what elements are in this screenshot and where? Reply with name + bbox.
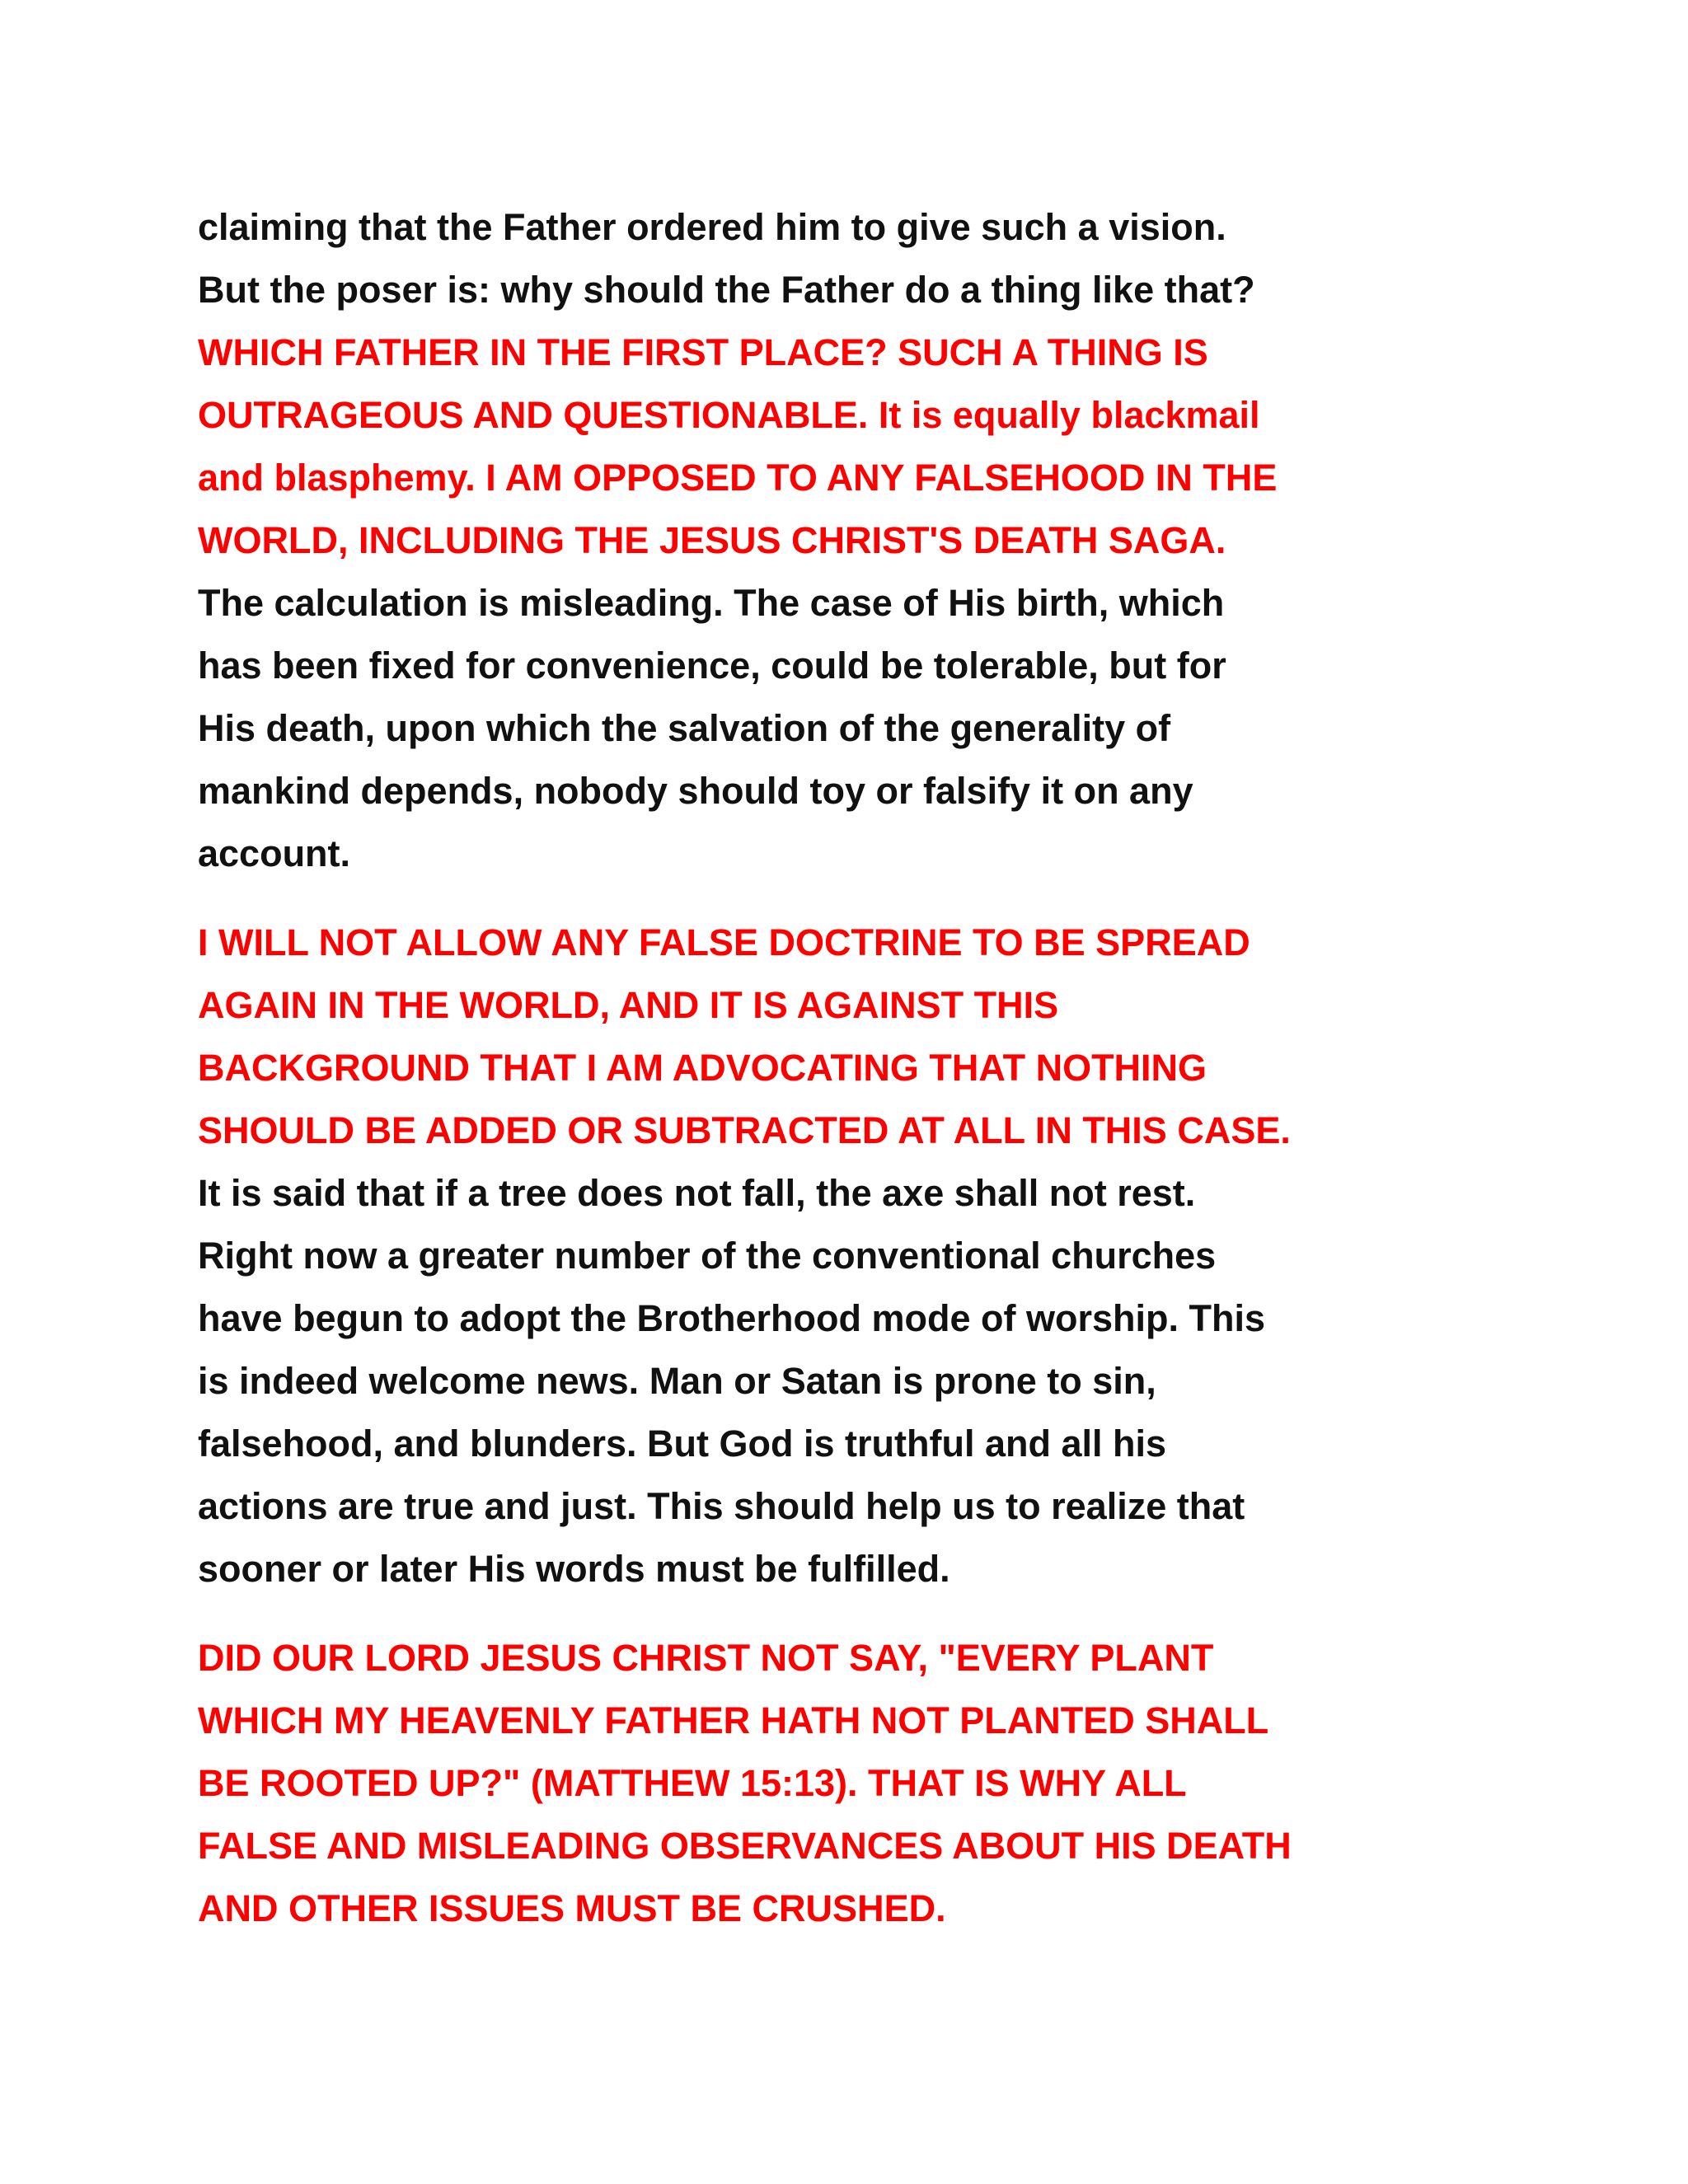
text-line: Right now a greater number of the conventional churches — [198, 1235, 1217, 1277]
emphasis-line: I WILL NOT ALLOW ANY FALSE DOCTRINE TO BE SPREAD — [198, 921, 1250, 963]
paragraph-3 — [198, 1627, 1517, 1940]
text-line: falsehood, and blunders. But God is truthful and all his — [198, 1422, 1167, 1465]
paragraph-2 — [198, 912, 1517, 1601]
emphasis-line: AND OTHER ISSUES MUST BE CRUSHED. — [198, 1887, 946, 1929]
text-line: His death, upon which the salvation of the generality of — [198, 707, 1171, 749]
emphasis-line: BACKGROUND THAT I AM ADVOCATING THAT NOTHING — [198, 1047, 1207, 1089]
paragraph-gap — [198, 885, 1517, 912]
emphasis-line: WHICH FATHER IN THE FIRST PLACE? SUCH A THING IS — [198, 331, 1208, 373]
text-line: claiming that the Father ordered him to give such a vision. — [198, 206, 1226, 248]
emphasis-line: WHICH MY HEAVENLY FATHER HATH NOT PLANTED SHALL — [198, 1699, 1269, 1741]
emphasis-line: AGAIN IN THE WORLD, AND IT IS AGAINST THIS — [198, 984, 1059, 1026]
text-line: actions are true and just. This should help us to realize that — [198, 1485, 1245, 1527]
emphasis-line: DID OUR LORD JESUS CHRIST NOT SAY, "EVERY PLANT — [198, 1637, 1214, 1679]
text-line: The calculation is misleading. The case of His birth, which — [198, 582, 1225, 624]
text-line: is indeed welcome news. Man or Satan is prone to sin, — [198, 1360, 1156, 1402]
document-page — [198, 196, 1517, 1940]
text-line: mankind depends, nobody should toy or falsify it on any — [198, 770, 1193, 812]
emphasis-line: WORLD, INCLUDING THE JESUS CHRIST'S DEATH SAGA. — [198, 519, 1226, 561]
paragraph-1 — [198, 196, 1517, 885]
text-line: has been fixed for convenience, could be tolerable, but for — [198, 644, 1226, 687]
emphasis-line: and blasphemy. I AM OPPOSED TO ANY FALSEHOOD IN THE — [198, 457, 1278, 499]
text-line: account. — [198, 832, 351, 874]
text-line: It is said that if a tree does not fall, the axe shall not rest. — [198, 1172, 1196, 1214]
text-line: sooner or later His words must be fulfilled. — [198, 1548, 950, 1590]
emphasis-line: OUTRAGEOUS AND QUESTIONABLE. It is equally blackmail — [198, 394, 1260, 436]
emphasis-line: FALSE AND MISLEADING OBSERVANCES ABOUT HIS DEATH — [198, 1825, 1292, 1867]
emphasis-line: SHOULD BE ADDED OR SUBTRACTED AT ALL IN THIS CASE. — [198, 1109, 1291, 1151]
emphasis-line: BE ROOTED UP?" (MATTHEW 15:13). THAT IS WHY ALL — [198, 1762, 1187, 1804]
paragraph-gap — [198, 1601, 1517, 1627]
text-line: have begun to adopt the Brotherhood mode of worship. This — [198, 1297, 1265, 1339]
text-line: But the poser is: why should the Father do a thing like that? — [198, 269, 1255, 311]
